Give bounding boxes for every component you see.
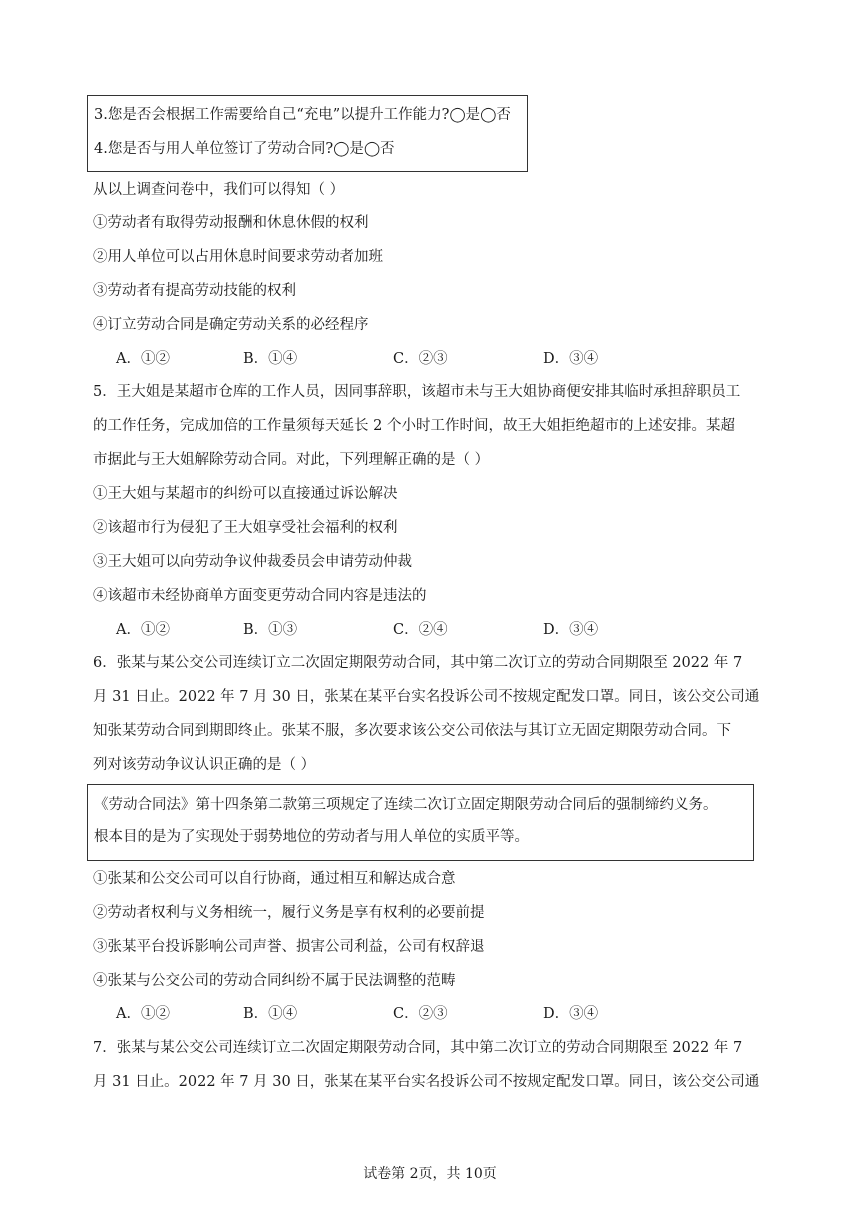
question-6-text: 6．张某与某公交公司连续订立二次固定期限劳动合同，其中第二次订立的劳动合同期限至 2022 年 7 xyxy=(93,655,743,671)
option-c[interactable]: C．②③ xyxy=(393,351,448,367)
option-a[interactable]: A．①② xyxy=(116,1006,170,1022)
statement-item: ③王大姐可以向劳动争议仲裁委员会申请劳动仲裁 xyxy=(93,554,412,570)
question-7-text: 月 31 日止。2022 年 7 月 30 日，张某在某平台实名投诉公司不按规定配发口罩。同日，该公交公司通 xyxy=(93,1074,760,1090)
law-excerpt-box xyxy=(87,784,754,861)
statement-item: ①劳动者有取得劳动报酬和休息休假的权利 xyxy=(93,215,369,231)
question-6-text: 月 31 日止。2022 年 7 月 30 日，张某在某平台实名投诉公司不按规定配发口罩。同日，该公交公司通 xyxy=(93,689,760,705)
survey-question-4: 4.您是否与用人单位签订了劳动合同?◯是◯否 xyxy=(94,141,395,157)
option-a[interactable]: A．①② xyxy=(116,351,170,367)
option-d[interactable]: D．③④ xyxy=(543,622,599,638)
question-5-text: 5．王大姐是某超市仓库的工作人员，因同事辞职，该超市未与王大姐协商便安排其临时承担辞职员工 xyxy=(93,384,741,400)
question-6-text: 列对该劳动争议认识正确的是（ ） xyxy=(93,757,316,773)
statement-item: ③劳动者有提高劳动技能的权利 xyxy=(93,283,296,299)
option-a[interactable]: A．①② xyxy=(116,622,170,638)
option-d[interactable]: D．③④ xyxy=(543,351,599,367)
question-6-text: 知张某劳动合同到期即终止。张某不服，多次要求该公交公司依法与其订立无固定期限劳动合同。下 xyxy=(93,723,731,739)
option-b[interactable]: B．①③ xyxy=(243,622,298,638)
question-5-text: 市据此与王大姐解除劳动合同。对此，下列理解正确的是（ ） xyxy=(93,452,490,468)
survey-question-3: 3.您是否会根据工作需要给自己“充电”以提升工作能力?◯是◯否 xyxy=(94,107,511,123)
question-stem: 从以上调查问卷中，我们可以得知（ ） xyxy=(93,182,345,198)
option-c[interactable]: C．②③ xyxy=(393,1006,448,1022)
statement-item: ④订立劳动合同是确定劳动关系的必经程序 xyxy=(93,317,369,333)
statement-item: ②用人单位可以占用休息时间要求劳动者加班 xyxy=(93,249,383,265)
question-5-text: 的工作任务，完成加倍的工作量须每天延长 2 个小时工作时间，故王大姐拒绝超市的上述安排。某超 xyxy=(93,418,735,434)
statement-item: ②该超市行为侵犯了王大姐享受社会福利的权利 xyxy=(93,520,398,536)
option-d[interactable]: D．③④ xyxy=(543,1006,599,1022)
statement-item: ②劳动者权利与义务相统一，履行义务是享有权利的必要前提 xyxy=(93,905,485,921)
law-excerpt-line: 《劳动合同法》第十四条第二款第三项规定了连续二次订立固定期限劳动合同后的强制缔约义务。 xyxy=(94,797,718,813)
statement-item: ①王大姐与某超市的纠纷可以直接通过诉讼解决 xyxy=(93,486,398,502)
statement-item: ④该超市未经协商单方面变更劳动合同内容是违法的 xyxy=(93,588,427,604)
option-c[interactable]: C．②④ xyxy=(393,622,448,638)
question-7-text: 7．张某与某公交公司连续订立二次固定期限劳动合同，其中第二次订立的劳动合同期限至 2022 年 7 xyxy=(93,1040,743,1056)
option-b[interactable]: B．①④ xyxy=(243,1006,298,1022)
statement-item: ④张某与公交公司的劳动合同纠纷不属于民法调整的范畴 xyxy=(93,973,456,989)
survey-box xyxy=(87,95,528,172)
option-b[interactable]: B．①④ xyxy=(243,351,298,367)
law-excerpt-line: 根本目的是为了实现处于弱势地位的劳动者与用人单位的实质平等。 xyxy=(94,829,529,845)
page-footer: 试卷第 2页，共 10页 xyxy=(363,1166,497,1182)
statement-item: ①张某和公交公司可以自行协商，通过相互和解达成合意 xyxy=(93,871,456,887)
statement-item: ③张某平台投诉影响公司声誉、损害公司利益，公司有权辞退 xyxy=(93,939,485,955)
